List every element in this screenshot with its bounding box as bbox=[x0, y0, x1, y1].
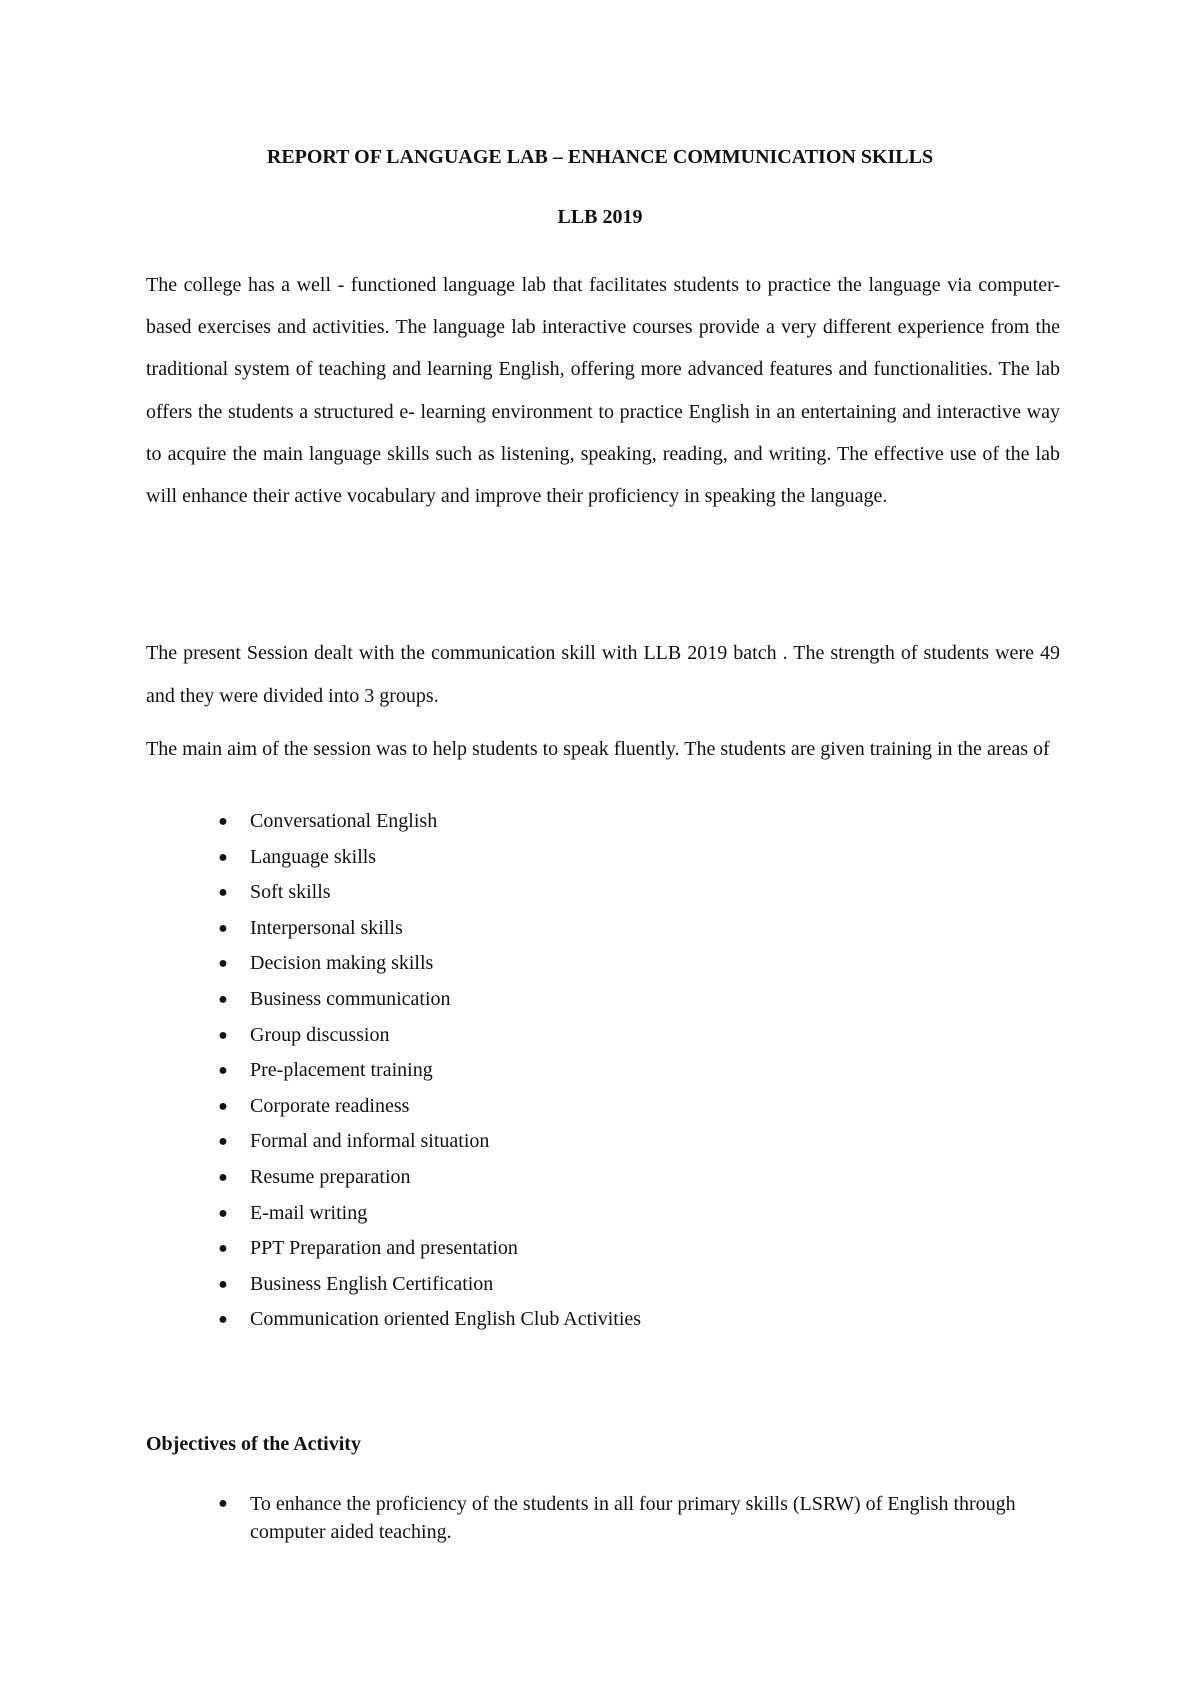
bullet-icon: ● bbox=[218, 1097, 228, 1115]
intro-paragraph: The college has a well - functioned language lab that facilitates students to practice the language via computer-based exercises and activities. The language lab interactive courses provide a very different experience from the traditional system of teaching and learning English, offering more advanced features and functionalities. The lab offers the students a structured e- learning environment to practice English in an entertaining and interactive way to acquire the main language skills such as listening, speaking, reading, and writing. The effective use of the lab will enhance their active vocabulary and improve their proficiency in speaking the language. bbox=[146, 274, 1060, 508]
objectives-list bbox=[146, 1490, 1060, 1546]
list-item bbox=[146, 1196, 1060, 1232]
list-item bbox=[146, 946, 1060, 982]
bullet-icon: ● bbox=[218, 990, 228, 1008]
list-item-text: Conversational English bbox=[250, 810, 438, 832]
list-item bbox=[146, 1231, 1060, 1267]
list-item bbox=[146, 1267, 1060, 1303]
list-item-text: Language skills bbox=[250, 845, 377, 868]
list-item-text: Communication oriented English Club Activities bbox=[250, 1308, 642, 1331]
bullet-icon: ● bbox=[218, 1168, 228, 1186]
list-item-text: Soft skills bbox=[250, 881, 331, 904]
list-item bbox=[146, 1124, 1060, 1160]
list-item bbox=[146, 982, 1060, 1018]
bullet-icon: ● bbox=[218, 1062, 228, 1080]
list-item-text: E-mail writing bbox=[250, 1201, 368, 1224]
list-item bbox=[146, 1018, 1060, 1054]
session-paragraph: The present Session dealt with the communication skill with LLB 2019 batch . The strength of students were 49 and they were divided into 3 groups. bbox=[146, 642, 1060, 707]
bullet-icon: ● bbox=[218, 813, 228, 830]
aim-paragraph: The main aim of the session was to help students to speak fluently. The students are given training in the areas of bbox=[146, 738, 1050, 760]
objective-text: To enhance the proficiency of the students in all four primary skills (LSRW) of English through computer aided teaching. bbox=[250, 1493, 1016, 1543]
list-item-text: Decision making skills bbox=[250, 952, 434, 975]
bullet-icon: ● bbox=[218, 919, 228, 937]
bullet-icon: ● bbox=[218, 1311, 228, 1329]
list-item-text: Interpersonal skills bbox=[250, 916, 403, 939]
bullet-icon: ● bbox=[218, 1204, 228, 1222]
bullet-icon: ● bbox=[218, 1495, 228, 1512]
list-item-text: Resume preparation bbox=[250, 1165, 411, 1188]
list-item bbox=[146, 1302, 1060, 1338]
training-areas-list bbox=[146, 804, 1060, 1338]
bullet-icon: ● bbox=[218, 848, 228, 866]
list-item bbox=[146, 1160, 1060, 1196]
bullet-icon: ● bbox=[218, 1133, 228, 1151]
bullet-icon: ● bbox=[218, 955, 228, 973]
list-item bbox=[146, 804, 1060, 840]
report-title: REPORT OF LANGUAGE LAB – ENHANCE COMMUNICATION SKILLS bbox=[266, 146, 934, 168]
list-item bbox=[146, 840, 1060, 876]
list-item bbox=[146, 1490, 1060, 1546]
list-item-text: Business English Certification bbox=[250, 1272, 494, 1295]
list-item bbox=[146, 911, 1060, 947]
list-item bbox=[146, 1053, 1060, 1089]
report-subtitle: LLB 2019 bbox=[557, 206, 643, 228]
bullet-icon: ● bbox=[218, 1275, 228, 1293]
list-item-text: Formal and informal situation bbox=[250, 1130, 490, 1153]
bullet-icon: ● bbox=[218, 1026, 228, 1044]
bullet-icon: ● bbox=[218, 884, 228, 902]
bullet-icon: ● bbox=[218, 1240, 228, 1258]
list-item-text: Corporate readiness bbox=[250, 1094, 410, 1117]
list-item bbox=[146, 1089, 1060, 1125]
list-item-text: Business communication bbox=[250, 987, 451, 1010]
objectives-heading: Objectives of the Activity bbox=[146, 1433, 361, 1455]
list-item-text: PPT Preparation and presentation bbox=[250, 1237, 518, 1260]
list-item-text: Pre-placement training bbox=[250, 1059, 433, 1082]
list-item bbox=[146, 875, 1060, 911]
list-item-text: Group discussion bbox=[250, 1023, 390, 1046]
